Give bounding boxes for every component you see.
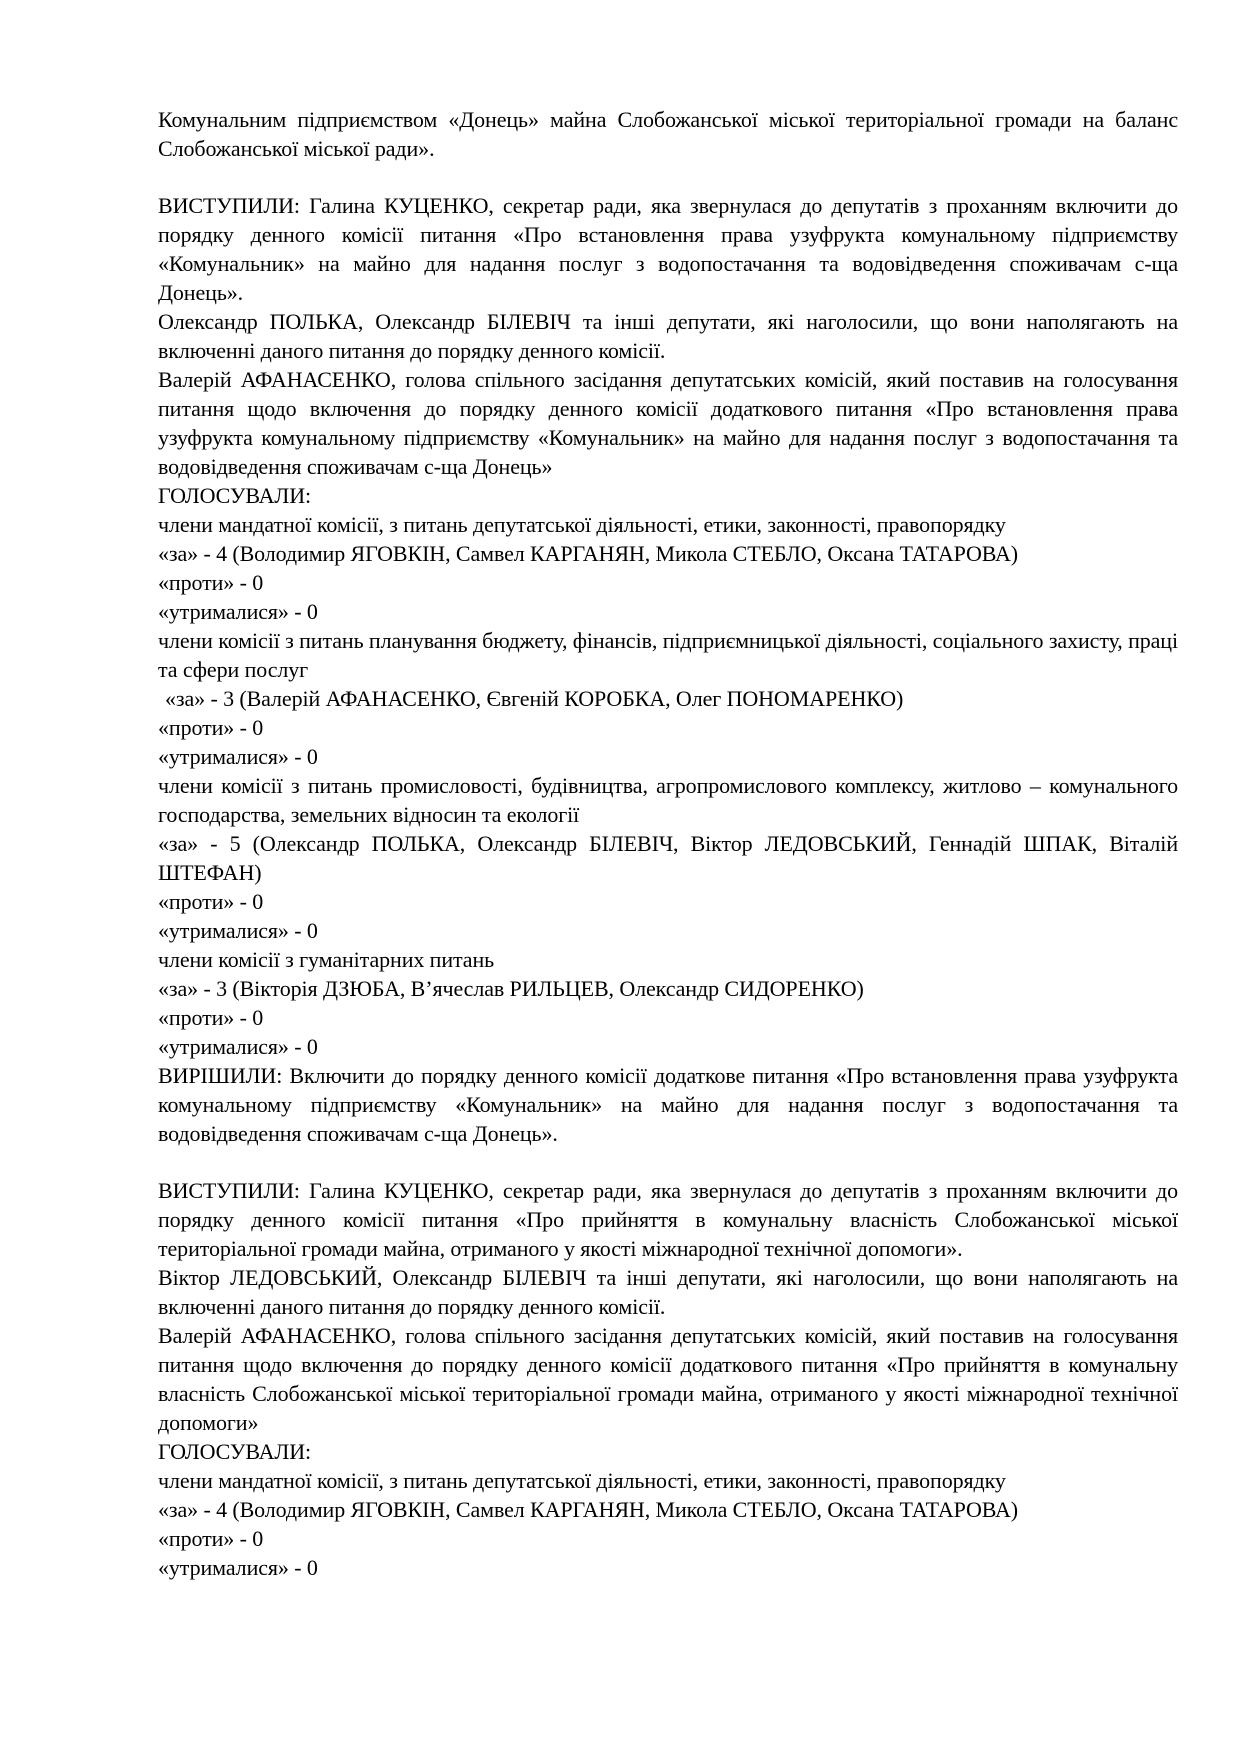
paragraph: «утрималися» - 0 xyxy=(158,744,318,769)
paragraph: ГОЛОСУВАЛИ: xyxy=(158,1439,311,1464)
paragraph: «проти» - 0 xyxy=(158,889,264,914)
paragraph: «проти» - 0 xyxy=(158,715,264,740)
blank-line xyxy=(158,163,1178,191)
paragraph: «проти» - 0 xyxy=(158,1005,264,1030)
blank-line xyxy=(158,1148,1178,1176)
paragraph: ВИРІШИЛИ: Включити до порядку денного комісії додаткове питання «Про встановлення права узуфрукта комунальному підприємству «Комунальник» на майно для надання послуг з водопостачання та водовідведення споживачам с-ща Донець». xyxy=(158,1063,1178,1146)
paragraph: Віктор ЛЕДОВСЬКИЙ, Олександр БІЛЕВІЧ та інші депутати, які наголосили, що вони наполягають на включенні даного питання до порядку денного комісії. xyxy=(158,1265,1178,1319)
paragraph: члени комісії з гуманітарних питань xyxy=(158,947,495,972)
document-text-body xyxy=(158,105,1178,1582)
paragraph: «утрималися» - 0 xyxy=(158,918,318,943)
paragraph: члени комісії з питань планування бюджету, фінансів, підприємницької діяльності, соціального захисту, праці та сфери послуг xyxy=(158,628,1178,682)
paragraph: Комунальним підприємством «Донець» майна Слобожанської міської територіальної громади на баланс Слобожанської міської ради». xyxy=(158,107,1178,161)
paragraph: «утрималися» - 0 xyxy=(158,599,318,624)
paragraph: члени комісії з питань промисловості, будівництва, агропромислового комплексу, житлово – комунального господарства, земельних відносин та екології xyxy=(158,773,1178,827)
paragraph: «за» - 4 (Володимир ЯГОВКІН, Самвел КАРГАНЯН, Микола СТЕБЛО, Оксана ТАТАРОВА) xyxy=(158,541,1019,566)
paragraph: ВИСТУПИЛИ: Галина КУЦЕНКО, секретар ради, яка звернулася до депутатів з проханням включити до порядку денного комісії питання «Про прийняття в комунальну власність Слобожанської міської територіальної громади майна, отриманого у якості міжнародної технічної допомоги». xyxy=(158,1178,1178,1261)
paragraph: «за» - 4 (Володимир ЯГОВКІН, Самвел КАРГАНЯН, Микола СТЕБЛО, Оксана ТАТАРОВА) xyxy=(158,1497,1019,1522)
paragraph: «за» - 3 (Вікторія ДЗЮБА, В’ячеслав РИЛЬЦЕВ, Олександр СИДОРЕНКО) xyxy=(158,976,864,1001)
paragraph: члени мандатної комісії, з питань депутатської діяльності, етики, законності, правопорядку xyxy=(158,512,1006,537)
paragraph: Олександр ПОЛЬКА, Олександр БІЛЕВІЧ та інші депутати, які наголосили, що вони наполягають на включенні даного питання до порядку денного комісії. xyxy=(158,309,1178,363)
paragraph: «за» - 3 (Валерій АФАНАСЕНКО, Євгеній КОРОБКА, Олег ПОНОМАРЕНКО) xyxy=(165,686,904,711)
paragraph: Валерій АФАНАСЕНКО, голова спільного засідання депутатських комісій, який поставив на голосування питання щодо включення до порядку денного комісії додаткового питання «Про встановлення права узуфрукта комунальному підприємству «Комунальник» на майно для надання послуг з водопостачання та водовідведення споживачам с-ща Донець» xyxy=(158,367,1178,479)
paragraph: члени мандатної комісії, з питань депутатської діяльності, етики, законності, правопорядку xyxy=(158,1468,1006,1493)
paragraph: «утрималися» - 0 xyxy=(158,1555,318,1580)
paragraph: Валерій АФАНАСЕНКО, голова спільного засідання депутатських комісій, який поставив на голосування питання щодо включення до порядку денного комісії додаткового питання «Про прийняття в комунальну власність Слобожанської міської територіальної громади майна, отриманого у якості міжнародної технічної допомоги» xyxy=(158,1323,1178,1435)
paragraph: «проти» - 0 xyxy=(158,570,264,595)
paragraph: ВИСТУПИЛИ: Галина КУЦЕНКО, секретар ради, яка звернулася до депутатів з проханням включити до порядку денного комісії питання «Про встановлення права узуфрукта комунальному підприємству «Комунальник» на майно для надання послуг з водопостачання та водовідведення споживачам с-ща Донець». xyxy=(158,193,1178,305)
paragraph: «проти» - 0 xyxy=(158,1526,264,1551)
paragraph: «утрималися» - 0 xyxy=(158,1034,318,1059)
paragraph: ГОЛОСУВАЛИ: xyxy=(158,483,311,508)
paragraph: «за» - 5 (Олександр ПОЛЬКА, Олександр БІЛЕВІЧ, Віктор ЛЕДОВСЬКИЙ, Геннадій ШПАК, Віталій ШТЕФАН) xyxy=(158,831,1178,885)
